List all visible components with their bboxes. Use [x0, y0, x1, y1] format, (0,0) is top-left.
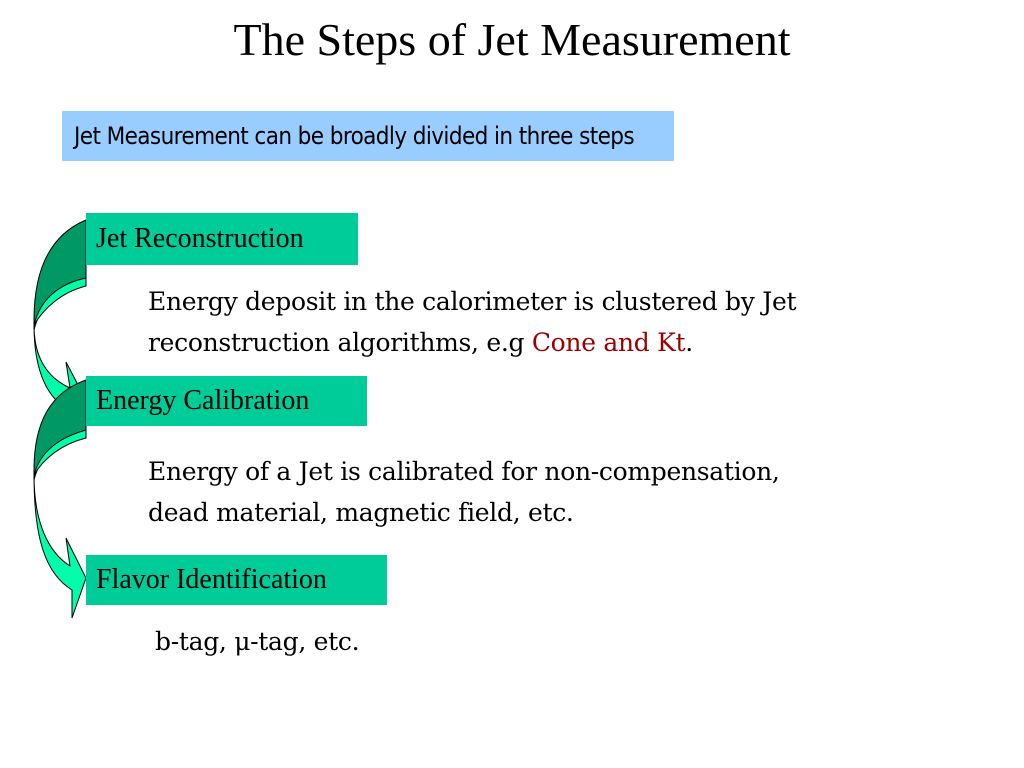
step-2-desc-line-1: Energy of a Jet is calibrated for non-compensation, — [148, 457, 780, 486]
step-2-description — [148, 451, 780, 533]
step-1-desc-suffix: . — [685, 328, 693, 357]
step-3-desc-line-1: b-tag, μ-tag, etc. — [155, 627, 360, 656]
intro-banner: Jet Measurement can be broadly divided in three steps — [62, 111, 674, 161]
slide-title: The Steps of Jet Measurement — [233, 14, 791, 65]
step-1-desc-line-2-prefix: reconstruction algorithms, e.g — [148, 328, 532, 357]
step-2-desc-line-2: dead material, magnetic field, etc. — [148, 498, 574, 527]
step-energy-calibration: Energy Calibration — [86, 376, 367, 426]
step-3-description — [155, 621, 359, 662]
curved-arrow-2-icon — [34, 380, 86, 618]
algorithm-highlight: Cone and Kt — [531, 328, 686, 357]
step-1-description — [148, 281, 796, 363]
step-1-desc-line-2 — [148, 322, 796, 363]
step-1-desc-line-1: Energy deposit in the calorimeter is clustered by Jet — [148, 287, 797, 316]
step-jet-reconstruction: Jet Reconstruction — [86, 213, 358, 265]
step-flavor-identification: Flavor Identification — [86, 555, 387, 605]
